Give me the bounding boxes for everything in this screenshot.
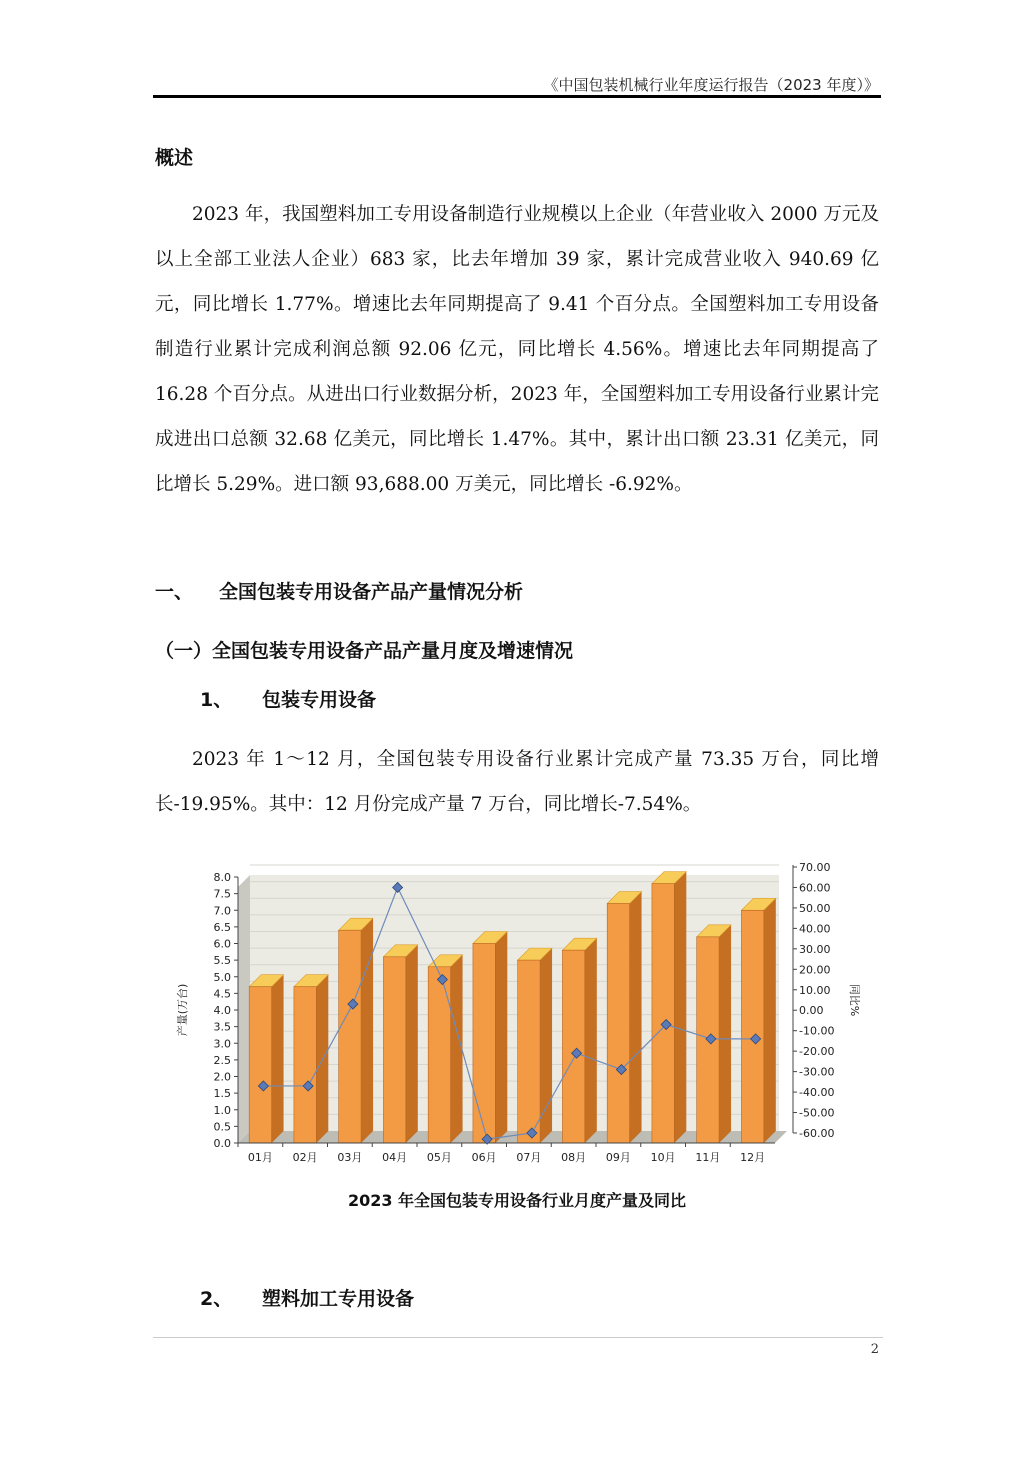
y-tick-label: 1.0 — [213, 1103, 231, 1117]
y2-tick-label: -20.00 — [799, 1045, 835, 1059]
x-tick-label: 01月 — [247, 1151, 273, 1164]
section1-number: 一、 — [155, 581, 194, 603]
chart-caption: 2023 年全国包装专用设备行业月度产量及同比 — [347, 1191, 687, 1210]
item1-paragraph: 2023 年 1～12 月，全国包装专用设备行业累计完成产量 73.35 万台，同比增长-19.95%。其中：12 月份完成产量 7 万台，同比增长-7.54%。 — [155, 749, 879, 815]
x-tick-label: 02月 — [292, 1151, 318, 1164]
bar-side — [764, 898, 776, 1143]
y-tick-label: 6.5 — [213, 920, 231, 934]
plot-left-wall — [238, 875, 250, 1143]
subsection-title: （一）全国包装专用设备产品产量月度及增速情况 — [155, 640, 574, 662]
item2-number: 2、 — [200, 1288, 233, 1310]
y-tick-label: 2.0 — [213, 1070, 231, 1084]
x-tick-label: 12月 — [740, 1151, 766, 1164]
y-tick-label: 5.0 — [213, 970, 231, 984]
y2-tick-label: -40.00 — [799, 1086, 835, 1100]
x-tick-label: 03月 — [337, 1151, 363, 1164]
x-tick-label: 04月 — [382, 1151, 408, 1164]
bar-side — [406, 945, 418, 1143]
y2-tick-label: 0.00 — [799, 1004, 824, 1018]
y-tick-label: 0.5 — [213, 1120, 231, 1134]
y-tick-label: 1.5 — [213, 1087, 231, 1101]
overview-heading: 概述 — [155, 147, 194, 169]
y2-tick-label: -10.00 — [799, 1024, 835, 1038]
bar-side — [719, 925, 731, 1143]
bar-side — [630, 892, 642, 1143]
y2-tick-label: 50.00 — [799, 901, 831, 915]
bar-side — [451, 955, 463, 1143]
y-tick-label: 7.0 — [213, 904, 231, 918]
bar — [518, 960, 540, 1143]
y2-tick-label: -30.00 — [799, 1065, 835, 1079]
x-tick-label: 08月 — [561, 1151, 587, 1164]
y-tick-label: 5.5 — [213, 954, 231, 968]
y-tick-label: 0.0 — [213, 1137, 231, 1150]
bar — [652, 884, 674, 1143]
y2-axis-title: 同比% — [848, 983, 861, 1017]
bar — [383, 957, 405, 1143]
y-tick-label: 3.0 — [213, 1037, 231, 1051]
page-number: 2 — [870, 1342, 879, 1357]
y-tick-label: 8.0 — [213, 871, 231, 884]
bar — [249, 987, 271, 1143]
y2-tick-label: 10.00 — [799, 983, 831, 997]
bar — [741, 910, 763, 1143]
item1-title: 包装专用设备 — [262, 689, 377, 711]
bar-side — [495, 932, 507, 1144]
y-tick-label: 2.5 — [213, 1053, 231, 1067]
chart-svg — [170, 855, 861, 1185]
header-rule — [153, 95, 881, 98]
y2-tick-label: -50.00 — [799, 1106, 835, 1120]
y-tick-label: 3.5 — [213, 1020, 231, 1034]
x-tick-label: 10月 — [650, 1151, 676, 1164]
overview-paragraph: 2023 年，我国塑料加工专用设备制造行业规模以上企业（年营业收入 2000 万元及以上全部工业法人企业）683 家，比去年增加 39 家，累计完成营业收入 940.69 亿元，同比增长 1.77%。增速比去年同期提高了 9.41 个百分点。全国塑料加工专用设备制造行业累计完成利润总额 92.06 亿元，同比增长 4.56%。增速比去年同期提高了 16.28 个百分点。从进出口行业数据分析，2023 年，全国塑料加工专用设备行业累计完成进出口总额 32.68 亿美元，同比增长 1.47%。其中，累计出口额 23.31 亿美元，同比增长 5.29%。进口额 93,688.00 万美元，同比增长 -6.92%。 — [155, 204, 879, 495]
x-tick-label: 11月 — [695, 1151, 721, 1164]
item1-number: 1、 — [200, 689, 233, 711]
section1-title: 全国包装专用设备产品产量情况分析 — [219, 581, 524, 603]
item2-title: 塑料加工专用设备 — [262, 1288, 415, 1310]
x-tick-label: 09月 — [605, 1151, 631, 1164]
bar — [562, 950, 584, 1143]
y-tick-label: 4.5 — [213, 987, 231, 1001]
bar-side — [540, 948, 552, 1143]
y2-tick-label: 70.00 — [799, 861, 831, 874]
y2-tick-label: 60.00 — [799, 881, 831, 895]
bar — [473, 944, 495, 1144]
x-tick-label: 05月 — [426, 1151, 452, 1164]
bar-side — [272, 975, 284, 1143]
x-tick-label: 07月 — [516, 1151, 542, 1164]
y2-tick-label: -60.00 — [799, 1127, 835, 1140]
y-tick-label: 6.0 — [213, 937, 231, 951]
bar — [339, 930, 361, 1143]
y-tick-label: 4.0 — [213, 1004, 231, 1017]
bar-side — [361, 918, 373, 1143]
y2-tick-label: 30.00 — [799, 942, 831, 956]
bar — [607, 904, 629, 1143]
y2-tick-label: 40.00 — [799, 922, 831, 936]
x-tick-label: 06月 — [471, 1151, 497, 1164]
footer-rule — [153, 1337, 883, 1338]
bar-side — [674, 872, 686, 1143]
bar-side — [585, 938, 597, 1143]
report-header-title: 《中国包装机械行业年度运行报告（2023 年度）》 — [543, 76, 879, 94]
bar — [428, 967, 450, 1143]
y-axis-title: 产量(万台) — [176, 983, 189, 1037]
production-chart — [170, 855, 861, 1185]
bar — [294, 987, 316, 1143]
y-tick-label: 7.5 — [213, 887, 231, 901]
y2-tick-label: 20.00 — [799, 963, 831, 977]
